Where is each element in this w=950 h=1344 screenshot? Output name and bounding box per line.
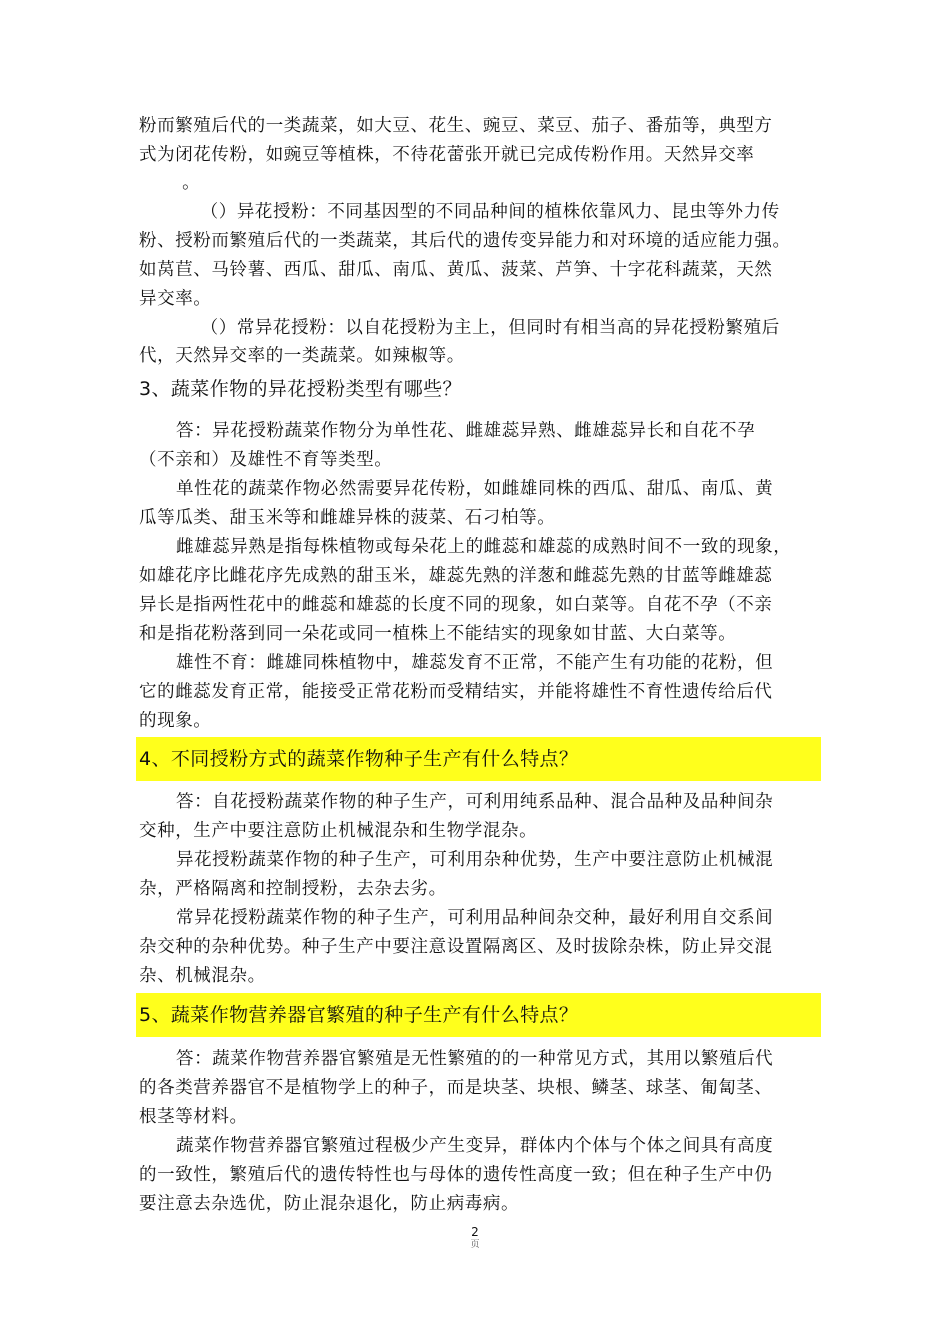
text-line: 的各类营养器官不是植物学上的种子，而是块茎、块根、鳞茎、球茎、匍匐茎、 xyxy=(139,1078,773,1098)
text-line: 瓜等瓜类、甜玉米等和雌雄异株的菠菜、石刁柏等。 xyxy=(139,508,556,528)
text-line: 杂交种的杂种优势。种子生产中要注意设置隔离区、及时拔除杂株，防止异交混 xyxy=(139,937,773,957)
text-line: 蔬菜作物营养器官繁殖过程极少产生变异，群体内个体与个体之间具有高度 xyxy=(139,1136,774,1156)
section-heading-3: 3、蔬菜作物的异花授粉类型有哪些？ xyxy=(139,378,462,400)
text-line: 式为闭花传粉，如豌豆等植株，不待花蕾张开就已完成传粉作用。天然异交率 xyxy=(139,145,755,165)
text-line: 代，天然异交率的一类蔬菜。如辣椒等。 xyxy=(139,346,465,366)
section-heading-4: 4、不同授粉方式的蔬菜作物种子生产有什么特点？ xyxy=(136,737,821,781)
text-line: 要注意去杂选优，防止混杂退化，防止病毒病。 xyxy=(139,1194,520,1214)
text-line: 。 xyxy=(139,173,201,193)
text-line: 答：蔬菜作物营养器官繁殖是无性繁殖的的一种常见方式，其用以繁殖后代 xyxy=(139,1049,774,1069)
text-line: 根茎等材料。 xyxy=(139,1107,248,1127)
text-line: （）常异花授粉：以自花授粉为主上，但同时有相当高的异花授粉繁殖后 xyxy=(139,318,780,338)
text-line: 单性花的蔬菜作物必然需要异花传粉，如雌雄同株的西瓜、甜瓜、南瓜、黄 xyxy=(139,479,774,499)
text-line: 如莴苣、马铃薯、西瓜、甜瓜、南瓜、黄瓜、菠菜、芦笋、十字花科蔬菜，天然 xyxy=(139,260,773,280)
text-line: （）异花授粉：不同基因型的不同品种间的植株依靠风力、昆虫等外力传 xyxy=(139,202,780,222)
text-line: 答：异花授粉蔬菜作物分为单性花、雌雄蕊异熟、雌雄蕊异长和自花不孕 xyxy=(139,421,756,441)
section-heading-5: 5、蔬菜作物营养器官繁殖的种子生产有什么特点？ xyxy=(136,993,821,1037)
text-line: 常异花授粉蔬菜作物的种子生产，可利用品种间杂交种，最好利用自交系间 xyxy=(139,908,774,928)
text-line: 雌雄蕊异熟是指每株植物或每朵花上的雌蕊和雄蕊的成熟时间不一致的现象， xyxy=(139,537,792,557)
text-line: 答：自花授粉蔬菜作物的种子生产，可利用纯系品种、混合品种及品种间杂 xyxy=(139,792,774,812)
text-line: 交种，生产中要注意防止机械混杂和生物学混杂。 xyxy=(139,821,538,841)
text-line: 如雄花序比雌花序先成熟的甜玉米，雄蕊先熟的洋葱和雌蕊先熟的甘蓝等雌雄蕊 xyxy=(139,566,773,586)
text-line: 粉而繁殖后代的一类蔬菜，如大豆、花生、豌豆、菜豆、茄子、番茄等，典型方 xyxy=(139,116,773,136)
page-number: 2 xyxy=(471,1225,479,1239)
text-line: 雄性不育：雌雄同株植物中，雄蕊发育不正常，不能产生有功能的花粉，但 xyxy=(139,653,774,673)
text-line: 的一致性，繁殖后代的遗传特性也与母体的遗传性高度一致；但在种子生产中仍 xyxy=(139,1165,773,1185)
page-unit: 页 xyxy=(470,1240,480,1250)
text-line: 异交率。 xyxy=(139,289,212,309)
text-line: 异花授粉蔬菜作物的种子生产，可利用杂种优势，生产中要注意防止机械混 xyxy=(139,850,774,870)
text-line: 杂、机械混杂。 xyxy=(139,966,266,986)
text-line: 粉、授粉而繁殖后代的一类蔬菜，其后代的遗传变异能力和对环境的适应能力强。 xyxy=(139,231,791,251)
text-line: （不亲和）及雄性不育等类型。 xyxy=(139,450,393,470)
text-line: 杂，严格隔离和控制授粉，去杂去劣。 xyxy=(139,879,447,899)
text-line: 和是指花粉落到同一朵花或同一植株上不能结实的现象如甘蓝、大白菜等。 xyxy=(139,624,737,644)
text-line: 它的雌蕊发育正常，能接受正常花粉而受精结实，并能将雄性不育性遗传给后代 xyxy=(139,682,773,702)
text-line: 异长是指两性花中的雌蕊和雄蕊的长度不同的现象，如白菜等。自花不孕（不亲 xyxy=(139,595,773,615)
text-line: 的现象。 xyxy=(139,711,212,731)
